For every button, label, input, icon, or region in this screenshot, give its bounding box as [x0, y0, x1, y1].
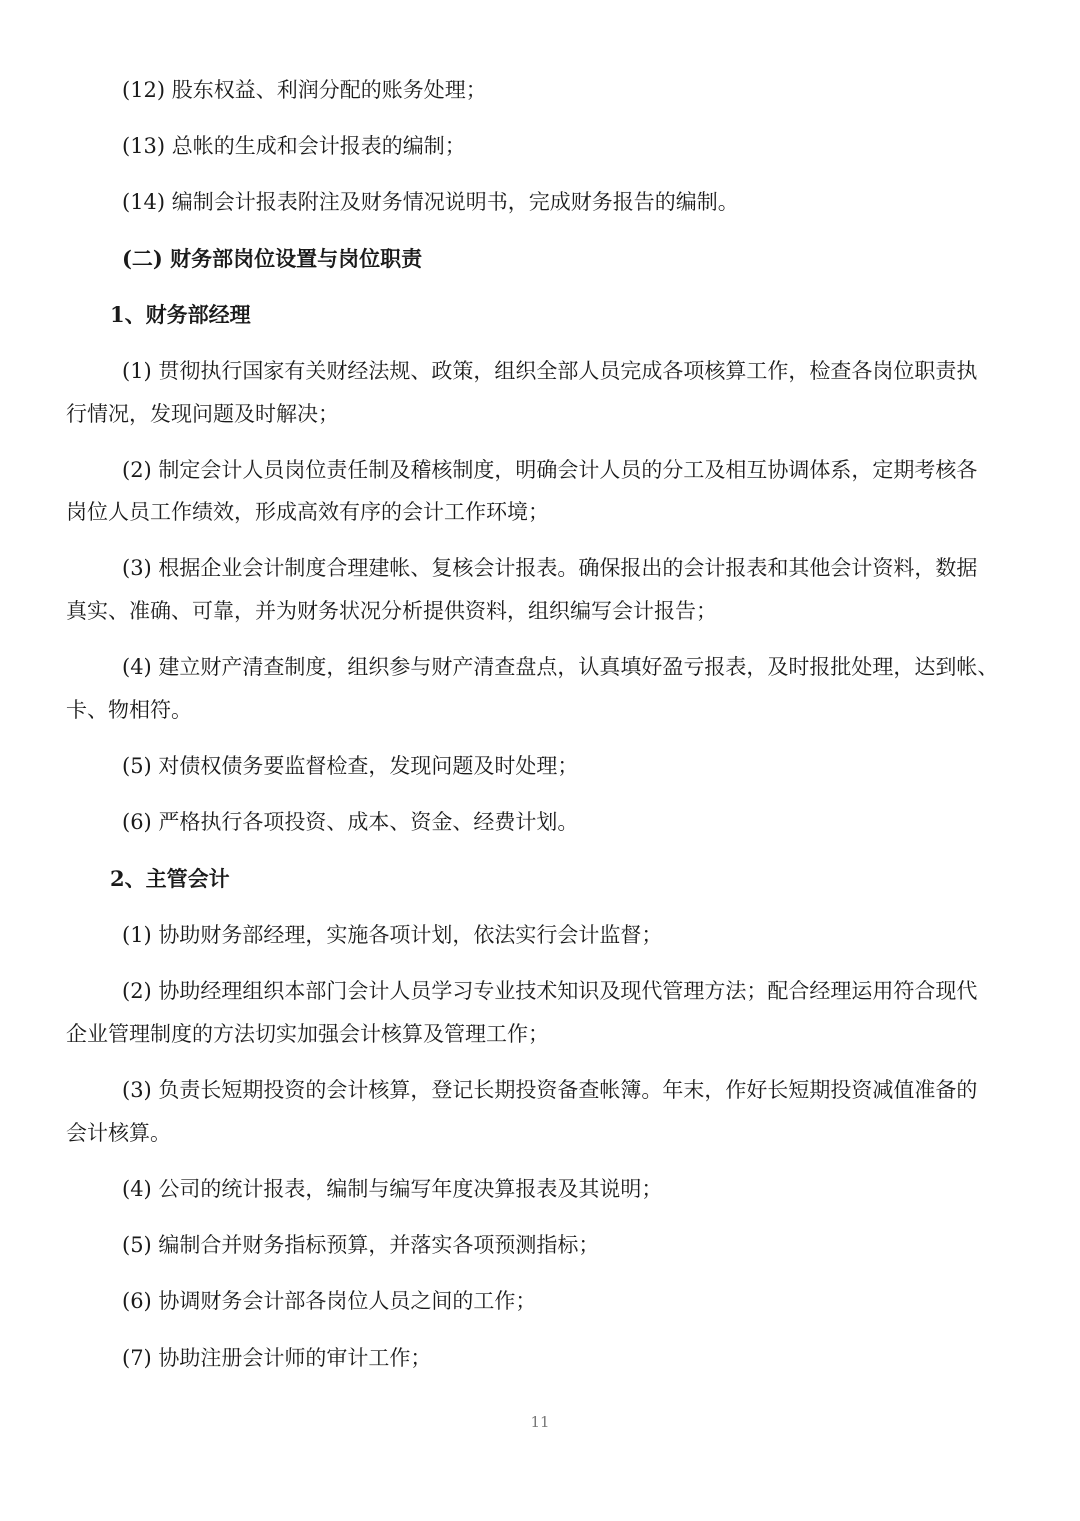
role2-item-2-cont: 企业管理制度的方法切实加强会计核算及管理工作；	[66, 1022, 549, 1046]
section-heading: (二) 财务部岗位设置与岗位职责	[122, 246, 423, 271]
role1-item-3: (3) 根据企业会计制度合理建帐、复核会计报表。确保报出的会计报表和其他会计资料，数据	[122, 556, 978, 580]
role1-item-5: (5) 对债权债务要监督检查，发现问题及时处理；	[122, 754, 579, 778]
item-14: (14) 编制会计报表附注及财务情况说明书，完成财务报告的编制。	[122, 190, 739, 214]
role1-item-6: (6) 严格执行各项投资、成本、资金、经费计划。	[122, 810, 579, 834]
role1-item-1: (1) 贯彻执行国家有关财经法规、政策，组织全部人员完成各项核算工作，检查各岗位职责执	[122, 359, 978, 383]
role2-item-3-cont: 会计核算。	[66, 1121, 171, 1145]
role2-item-4: (4) 公司的统计报表，编制与编写年度决算报表及其说明；	[122, 1177, 663, 1201]
role2-item-3: (3) 负责长短期投资的会计核算，登记长期投资备查帐簿。年末，作好长短期投资减值准备的	[122, 1078, 978, 1102]
role1-item-3-cont: 真实、准确、可靠，并为财务状况分析提供资料，组织编写会计报告；	[66, 599, 717, 623]
item-13: (13) 总帐的生成和会计报表的编制；	[122, 134, 466, 158]
role1-item-2-cont: 岗位人员工作绩效，形成高效有序的会计工作环境；	[66, 500, 549, 524]
item-12: (12) 股东权益、利润分配的账务处理；	[122, 78, 487, 102]
role1-item-2: (2) 制定会计人员岗位责任制及稽核制度，明确会计人员的分工及相互协调体系，定期考核各	[122, 458, 978, 482]
role2-item-2: (2) 协助经理组织本部门会计人员学习专业技术知识及现代管理方法；配合经理运用符合现代	[122, 979, 978, 1003]
role1-heading: 1、财务部经理	[110, 302, 251, 327]
page-number: 11	[530, 1413, 550, 1431]
role1-item-4: (4) 建立财产清查制度，组织参与财产清查盘点，认真填好盈亏报表，及时报批处理，达到帐、	[122, 655, 999, 679]
role2-item-1: (1) 协助财务部经理，实施各项计划，依法实行会计监督；	[122, 923, 663, 947]
role2-item-6: (6) 协调财务会计部各岗位人员之间的工作；	[122, 1289, 537, 1313]
role1-item-1-cont: 行情况，发现问题及时解决；	[66, 402, 339, 426]
role1-item-4-cont: 卡、物相符。	[66, 698, 192, 722]
role2-item-5: (5) 编制合并财务指标预算，并落实各项预测指标；	[122, 1233, 600, 1257]
role2-heading: 2、主管会计	[110, 866, 230, 891]
role2-item-7: (7) 协助注册会计师的审计工作；	[122, 1346, 432, 1370]
